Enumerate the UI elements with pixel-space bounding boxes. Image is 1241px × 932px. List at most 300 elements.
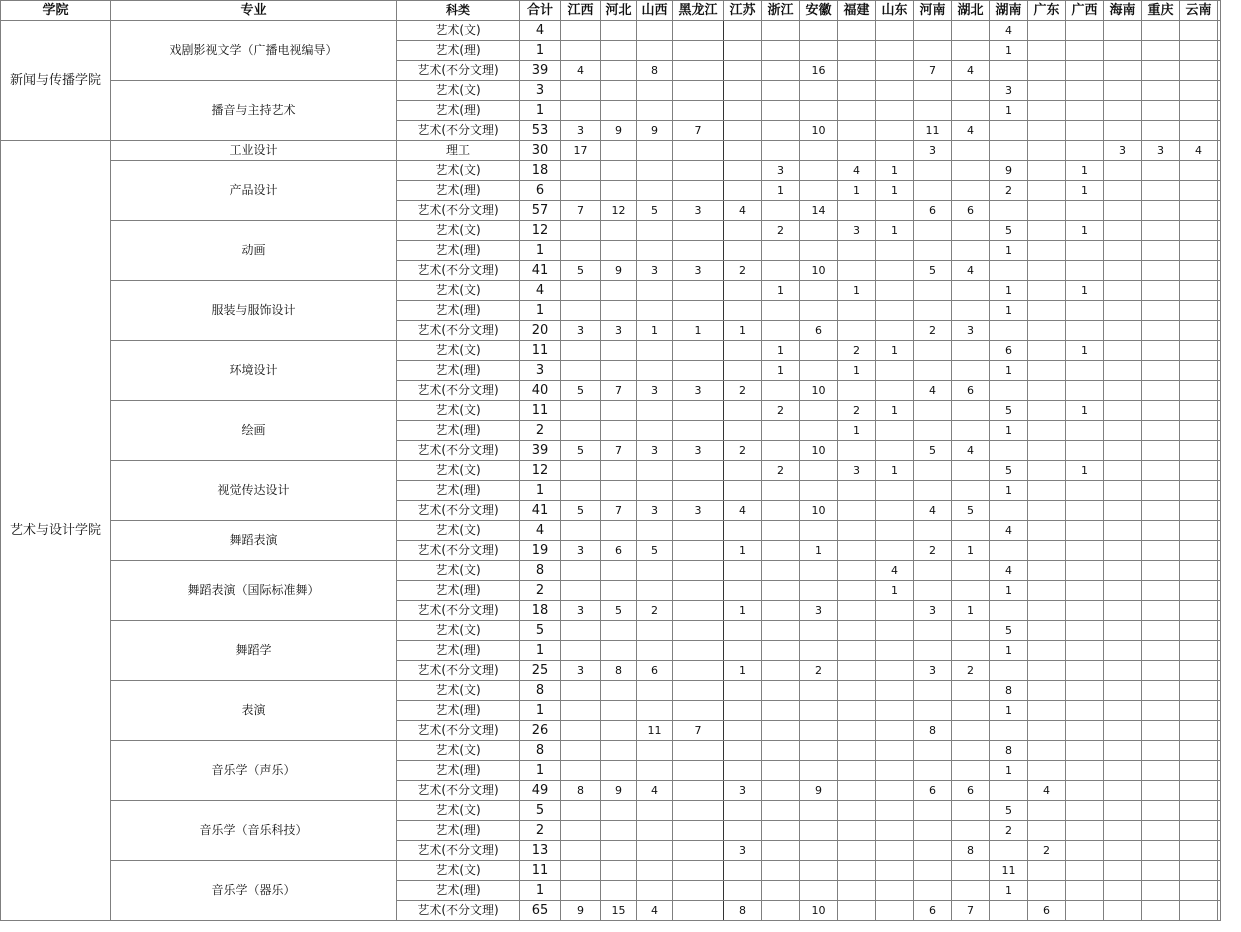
province-count-cell xyxy=(601,561,637,581)
province-count-cell xyxy=(724,861,762,881)
province-count-cell xyxy=(838,301,876,321)
total-cell: 1 xyxy=(520,761,561,781)
category-cell: 艺术(理) xyxy=(397,361,520,381)
province-count-cell: 1 xyxy=(762,361,800,381)
province-count-cell xyxy=(914,401,952,421)
province-count-cell xyxy=(1066,381,1104,401)
category-cell: 艺术(文) xyxy=(397,341,520,361)
province-count-cell: 1 xyxy=(800,541,838,561)
province-count-cell: 3 xyxy=(673,201,724,221)
province-count-cell: 8 xyxy=(561,781,601,801)
province-count-cell xyxy=(561,241,601,261)
province-count-cell xyxy=(1028,361,1066,381)
province-count-cell xyxy=(637,841,673,861)
province-count-cell: 2 xyxy=(800,661,838,681)
province-count-cell xyxy=(1066,901,1104,921)
major-cell: 绘画 xyxy=(111,401,397,461)
province-count-cell xyxy=(1104,241,1142,261)
province-count-cell: 2 xyxy=(914,541,952,561)
province-count-cell xyxy=(673,81,724,101)
province-count-cell xyxy=(914,621,952,641)
province-count-cell xyxy=(838,261,876,281)
province-count-cell xyxy=(800,101,838,121)
province-count-cell xyxy=(990,201,1028,221)
province-count-cell xyxy=(601,161,637,181)
grid-overflow-cell xyxy=(1218,61,1221,81)
column-header: 专业 xyxy=(111,1,397,21)
column-header: 广东 xyxy=(1028,1,1066,21)
province-count-cell xyxy=(1028,721,1066,741)
province-count-cell: 5 xyxy=(914,441,952,461)
province-count-cell xyxy=(1104,481,1142,501)
province-count-cell xyxy=(1180,821,1218,841)
province-count-cell xyxy=(1104,21,1142,41)
province-count-cell: 7 xyxy=(601,501,637,521)
province-count-cell xyxy=(914,161,952,181)
province-count-cell xyxy=(1142,601,1180,621)
province-count-cell xyxy=(637,281,673,301)
province-count-cell xyxy=(673,301,724,321)
province-count-cell xyxy=(1028,621,1066,641)
province-count-cell xyxy=(637,521,673,541)
province-count-cell xyxy=(800,41,838,61)
province-count-cell xyxy=(876,281,914,301)
province-count-cell: 1 xyxy=(990,761,1028,781)
province-count-cell: 1 xyxy=(952,541,990,561)
province-count-cell xyxy=(673,361,724,381)
province-count-cell: 3 xyxy=(1104,141,1142,161)
province-count-cell xyxy=(800,341,838,361)
province-count-cell xyxy=(1028,21,1066,41)
province-count-cell xyxy=(1028,261,1066,281)
province-count-cell xyxy=(838,901,876,921)
province-count-cell: 6 xyxy=(952,201,990,221)
grid-overflow-cell xyxy=(1218,581,1221,601)
province-count-cell xyxy=(1028,301,1066,321)
province-count-cell xyxy=(762,521,800,541)
province-count-cell xyxy=(1104,361,1142,381)
province-count-cell xyxy=(876,781,914,801)
province-count-cell xyxy=(673,281,724,301)
province-count-cell xyxy=(1142,301,1180,321)
province-count-cell: 7 xyxy=(561,201,601,221)
province-count-cell xyxy=(1028,881,1066,901)
table-row xyxy=(1,281,1221,301)
province-count-cell xyxy=(838,761,876,781)
province-count-cell: 7 xyxy=(673,721,724,741)
province-count-cell xyxy=(838,81,876,101)
province-count-cell xyxy=(637,821,673,841)
province-count-cell xyxy=(1142,461,1180,481)
grid-overflow-cell xyxy=(1218,281,1221,301)
province-count-cell xyxy=(952,141,990,161)
province-count-cell xyxy=(1142,861,1180,881)
province-count-cell: 1 xyxy=(762,181,800,201)
grid-overflow-cell xyxy=(1218,621,1221,641)
grid-overflow-cell xyxy=(1218,161,1221,181)
province-count-cell xyxy=(876,501,914,521)
province-count-cell: 7 xyxy=(673,121,724,141)
province-count-cell xyxy=(762,481,800,501)
province-count-cell xyxy=(1142,541,1180,561)
column-header: 学院 xyxy=(1,1,111,21)
province-count-cell xyxy=(1028,581,1066,601)
province-count-cell xyxy=(838,601,876,621)
province-count-cell: 4 xyxy=(952,121,990,141)
province-count-cell xyxy=(952,581,990,601)
province-count-cell: 7 xyxy=(914,61,952,81)
province-count-cell xyxy=(601,281,637,301)
province-count-cell: 8 xyxy=(952,841,990,861)
province-count-cell xyxy=(838,61,876,81)
major-cell: 舞蹈学 xyxy=(111,621,397,681)
province-count-cell xyxy=(952,621,990,641)
province-count-cell xyxy=(1028,561,1066,581)
province-count-cell xyxy=(724,581,762,601)
major-cell: 播音与主持艺术 xyxy=(111,81,397,141)
province-count-cell: 1 xyxy=(1066,341,1104,361)
province-count-cell: 4 xyxy=(637,901,673,921)
province-count-cell xyxy=(1180,501,1218,521)
province-count-cell: 9 xyxy=(800,781,838,801)
province-count-cell xyxy=(601,861,637,881)
province-count-cell xyxy=(1066,621,1104,641)
province-count-cell: 3 xyxy=(952,321,990,341)
province-count-cell xyxy=(1104,561,1142,581)
province-count-cell xyxy=(876,801,914,821)
province-count-cell: 4 xyxy=(838,161,876,181)
province-count-cell xyxy=(762,701,800,721)
province-count-cell xyxy=(1180,781,1218,801)
province-count-cell: 4 xyxy=(952,261,990,281)
province-count-cell xyxy=(1066,321,1104,341)
province-count-cell xyxy=(601,521,637,541)
province-count-cell: 3 xyxy=(561,601,601,621)
total-cell: 11 xyxy=(520,861,561,881)
province-count-cell: 1 xyxy=(762,281,800,301)
province-count-cell: 4 xyxy=(876,561,914,581)
province-count-cell: 3 xyxy=(914,601,952,621)
province-count-cell xyxy=(838,21,876,41)
province-count-cell: 3 xyxy=(601,321,637,341)
province-count-cell xyxy=(914,561,952,581)
province-count-cell: 1 xyxy=(990,881,1028,901)
province-count-cell xyxy=(1142,721,1180,741)
province-count-cell xyxy=(876,641,914,661)
province-count-cell xyxy=(838,721,876,741)
province-count-cell xyxy=(1142,201,1180,221)
province-count-cell xyxy=(952,641,990,661)
province-count-cell: 2 xyxy=(914,321,952,341)
province-count-cell xyxy=(1066,641,1104,661)
total-cell: 8 xyxy=(520,561,561,581)
total-cell: 18 xyxy=(520,161,561,181)
column-header: 浙江 xyxy=(762,1,800,21)
province-count-cell: 3 xyxy=(561,321,601,341)
province-count-cell xyxy=(800,241,838,261)
total-cell: 3 xyxy=(520,81,561,101)
grid-overflow-cell xyxy=(1218,541,1221,561)
province-count-cell xyxy=(1180,81,1218,101)
province-count-cell xyxy=(673,841,724,861)
province-count-cell xyxy=(1142,361,1180,381)
province-count-cell: 6 xyxy=(952,781,990,801)
province-count-cell xyxy=(637,81,673,101)
province-count-cell xyxy=(601,181,637,201)
province-count-cell: 9 xyxy=(601,261,637,281)
province-count-cell: 1 xyxy=(1066,181,1104,201)
grid-overflow-cell xyxy=(1218,521,1221,541)
province-count-cell: 9 xyxy=(601,781,637,801)
province-count-cell: 4 xyxy=(914,501,952,521)
grid-overflow-cell xyxy=(1218,721,1221,741)
province-count-cell xyxy=(990,841,1028,861)
province-count-cell xyxy=(1104,541,1142,561)
province-count-cell xyxy=(601,401,637,421)
province-count-cell xyxy=(876,141,914,161)
table-row xyxy=(1,161,1221,181)
province-count-cell xyxy=(838,121,876,141)
category-cell: 艺术(不分文理) xyxy=(397,781,520,801)
province-count-cell xyxy=(876,521,914,541)
province-count-cell: 1 xyxy=(876,461,914,481)
province-count-cell xyxy=(1142,761,1180,781)
category-cell: 艺术(文) xyxy=(397,741,520,761)
province-count-cell xyxy=(601,801,637,821)
province-count-cell xyxy=(800,221,838,241)
province-count-cell xyxy=(561,81,601,101)
province-count-cell xyxy=(1142,281,1180,301)
province-count-cell xyxy=(1104,281,1142,301)
table-row xyxy=(1,81,1221,101)
province-count-cell xyxy=(838,101,876,121)
category-cell: 艺术(不分文理) xyxy=(397,601,520,621)
province-count-cell xyxy=(561,161,601,181)
province-count-cell xyxy=(1180,361,1218,381)
province-count-cell: 5 xyxy=(637,541,673,561)
province-count-cell xyxy=(1180,241,1218,261)
province-count-cell: 6 xyxy=(914,201,952,221)
major-cell: 视觉传达设计 xyxy=(111,461,397,521)
province-count-cell: 3 xyxy=(838,221,876,241)
province-count-cell xyxy=(1180,61,1218,81)
province-count-cell xyxy=(876,61,914,81)
province-count-cell xyxy=(1142,401,1180,421)
province-count-cell xyxy=(952,681,990,701)
province-count-cell xyxy=(561,281,601,301)
province-count-cell xyxy=(762,841,800,861)
province-count-cell xyxy=(601,301,637,321)
province-count-cell xyxy=(1142,121,1180,141)
province-count-cell xyxy=(1104,261,1142,281)
province-count-cell xyxy=(637,41,673,61)
province-count-cell xyxy=(673,341,724,361)
province-count-cell xyxy=(673,581,724,601)
province-count-cell xyxy=(1066,261,1104,281)
column-header: 海南 xyxy=(1104,1,1142,21)
college-cell: 新闻与传播学院 xyxy=(1,21,111,141)
province-count-cell xyxy=(561,341,601,361)
province-count-cell xyxy=(1028,861,1066,881)
province-count-cell xyxy=(1028,801,1066,821)
category-cell: 艺术(文) xyxy=(397,461,520,481)
total-cell: 1 xyxy=(520,701,561,721)
province-count-cell xyxy=(724,701,762,721)
province-count-cell xyxy=(1028,81,1066,101)
province-count-cell: 10 xyxy=(800,121,838,141)
province-count-cell: 2 xyxy=(952,661,990,681)
province-count-cell xyxy=(952,461,990,481)
province-count-cell xyxy=(952,301,990,321)
province-count-cell: 4 xyxy=(914,381,952,401)
province-count-cell xyxy=(876,481,914,501)
category-cell: 艺术(不分文理) xyxy=(397,901,520,921)
province-count-cell xyxy=(762,121,800,141)
province-count-cell xyxy=(1142,821,1180,841)
grid-overflow-cell xyxy=(1218,481,1221,501)
province-count-cell xyxy=(673,901,724,921)
province-count-cell: 3 xyxy=(561,541,601,561)
province-count-cell xyxy=(724,81,762,101)
province-count-cell xyxy=(762,141,800,161)
table-body xyxy=(1,21,1221,921)
province-count-cell xyxy=(1142,681,1180,701)
province-count-cell xyxy=(724,241,762,261)
province-count-cell xyxy=(1142,181,1180,201)
grid-overflow-cell xyxy=(1218,641,1221,661)
province-count-cell xyxy=(800,181,838,201)
province-count-cell: 3 xyxy=(673,501,724,521)
province-count-cell xyxy=(876,121,914,141)
province-count-cell xyxy=(762,641,800,661)
province-count-cell xyxy=(637,421,673,441)
category-cell: 艺术(理) xyxy=(397,821,520,841)
province-count-cell xyxy=(637,621,673,641)
province-count-cell xyxy=(724,821,762,841)
province-count-cell xyxy=(1028,701,1066,721)
province-count-cell: 1 xyxy=(990,481,1028,501)
province-count-cell xyxy=(1104,81,1142,101)
province-count-cell: 5 xyxy=(561,381,601,401)
province-count-cell xyxy=(800,421,838,441)
province-count-cell xyxy=(1180,441,1218,461)
total-cell: 2 xyxy=(520,821,561,841)
province-count-cell xyxy=(1066,501,1104,521)
province-count-cell: 3 xyxy=(762,161,800,181)
province-count-cell xyxy=(724,341,762,361)
province-count-cell xyxy=(724,121,762,141)
province-count-cell: 4 xyxy=(990,21,1028,41)
province-count-cell xyxy=(1104,501,1142,521)
province-count-cell: 5 xyxy=(990,621,1028,641)
province-count-cell xyxy=(1066,741,1104,761)
province-count-cell xyxy=(637,101,673,121)
province-count-cell xyxy=(990,381,1028,401)
province-count-cell xyxy=(1142,61,1180,81)
province-count-cell xyxy=(1142,41,1180,61)
province-count-cell xyxy=(1066,561,1104,581)
total-cell: 41 xyxy=(520,501,561,521)
province-count-cell xyxy=(724,221,762,241)
major-cell: 舞蹈表演 xyxy=(111,521,397,561)
total-cell: 4 xyxy=(520,281,561,301)
province-count-cell xyxy=(914,101,952,121)
province-count-cell xyxy=(1028,461,1066,481)
province-count-cell xyxy=(952,361,990,381)
category-cell: 艺术(不分文理) xyxy=(397,381,520,401)
table-row xyxy=(1,681,1221,701)
province-count-cell xyxy=(800,401,838,421)
province-count-cell xyxy=(1104,441,1142,461)
province-count-cell xyxy=(762,601,800,621)
province-count-cell xyxy=(1066,661,1104,681)
province-count-cell xyxy=(876,741,914,761)
province-count-cell xyxy=(601,881,637,901)
province-count-cell xyxy=(1180,721,1218,741)
category-cell: 艺术(文) xyxy=(397,81,520,101)
province-count-cell xyxy=(838,501,876,521)
province-count-cell xyxy=(762,41,800,61)
province-count-cell xyxy=(838,521,876,541)
province-count-cell: 4 xyxy=(1028,781,1066,801)
province-count-cell xyxy=(724,881,762,901)
total-cell: 13 xyxy=(520,841,561,861)
province-count-cell xyxy=(1180,21,1218,41)
province-count-cell: 17 xyxy=(561,141,601,161)
province-count-cell xyxy=(990,441,1028,461)
province-count-cell xyxy=(1180,341,1218,361)
category-cell: 艺术(文) xyxy=(397,561,520,581)
province-count-cell xyxy=(1066,121,1104,141)
province-count-cell xyxy=(1142,701,1180,721)
province-count-cell: 3 xyxy=(673,261,724,281)
province-count-cell xyxy=(1180,901,1218,921)
province-count-cell xyxy=(762,421,800,441)
province-count-cell xyxy=(838,201,876,221)
province-count-cell xyxy=(990,121,1028,141)
province-count-cell xyxy=(1180,421,1218,441)
province-count-cell: 2 xyxy=(838,401,876,421)
province-count-cell xyxy=(1142,641,1180,661)
province-count-cell xyxy=(1066,101,1104,121)
province-count-cell xyxy=(914,41,952,61)
province-count-cell xyxy=(724,761,762,781)
province-count-cell xyxy=(914,681,952,701)
province-count-cell xyxy=(637,881,673,901)
province-count-cell: 3 xyxy=(637,441,673,461)
major-cell: 环境设计 xyxy=(111,341,397,401)
province-count-cell xyxy=(673,881,724,901)
province-count-cell xyxy=(762,101,800,121)
province-count-cell xyxy=(673,681,724,701)
province-count-cell xyxy=(952,221,990,241)
province-count-cell xyxy=(561,361,601,381)
province-count-cell xyxy=(724,181,762,201)
province-count-cell xyxy=(762,661,800,681)
province-count-cell xyxy=(990,721,1028,741)
grid-overflow-cell xyxy=(1218,881,1221,901)
province-count-cell: 5 xyxy=(637,201,673,221)
province-count-cell: 1 xyxy=(990,301,1028,321)
province-count-cell xyxy=(952,401,990,421)
province-count-cell xyxy=(561,561,601,581)
province-count-cell xyxy=(1028,101,1066,121)
province-count-cell xyxy=(762,321,800,341)
province-count-cell: 1 xyxy=(762,341,800,361)
category-cell: 艺术(文) xyxy=(397,221,520,241)
province-count-cell: 1 xyxy=(838,281,876,301)
province-count-cell: 7 xyxy=(601,441,637,461)
